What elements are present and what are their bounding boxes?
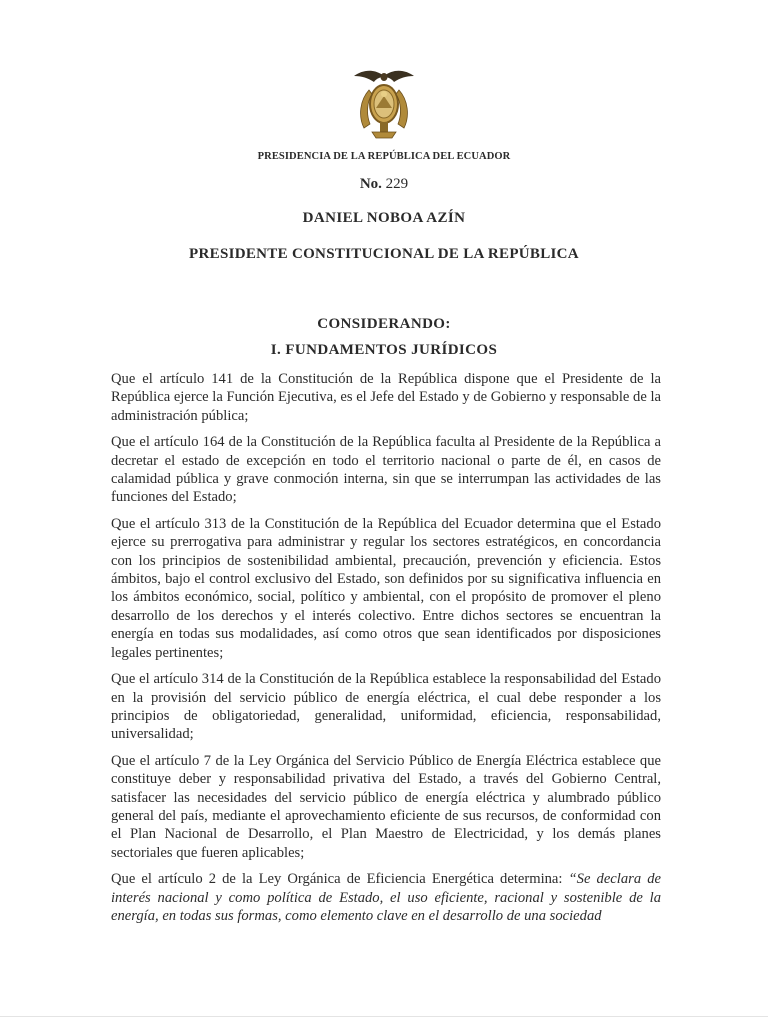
paragraph-art-2 — [111, 870, 661, 925]
paragraph-art-2-intro: Que el artículo 2 de la Ley Orgánica de Eficiencia Energética determina: — [111, 871, 569, 888]
decree-number-label: No. — [359, 176, 382, 192]
president-title: PRESIDENTE CONSTITUCIONAL DE LA REPÚBLICA — [189, 246, 579, 262]
paragraph-art-7: Que el artículo 7 de la Ley Orgánica del Servicio Público de Energía Eléctrica establece que constituye deber y responsabilidad privativa del Estado, a través del Gobierno Central, satisfacer las necesidades del servicio público de energía eléctrica y alumbrado público general del país, mediante el aprovechamiento eficiente de sus recursos, de conformidad con el Plan Nacional de Desarrollo, el Plan Maestro de Electricidad, y los demás planes sectoriales que fueren aplicables; — [111, 752, 661, 861]
president-name: DANIEL NOBOA AZÍN — [302, 210, 466, 226]
paragraph-art-313: Que el artículo 313 de la Constitución de la República del Ecuador determina que el Estado ejerce su prerrogativa para administrar y regular los sectores estratégicos, en concordancia con los principios de sostenibilidad ambiental, precaución, prevención y eficiencia. Estos ámbitos, bajo el control exclusivo del Estado, son definidos por su significativa influencia en los ámbitos económico, social, político y ambiental, con el propósito de promover el pleno desarrollo de los derechos y el interés colectivo. Entre dichos sectores se encuentran la energía en todas sus modalidades, así como otros que sean identificados por disposiciones legales pertinentes; — [111, 515, 661, 661]
body-text — [111, 370, 661, 933]
page-bottom-edge — [0, 1016, 768, 1017]
decree-number-value: 229 — [385, 176, 409, 192]
paragraph-art-2-quote: “Se declara de interés nacional y como política de Estado, el uso eficiente, racional y sostenible de la energía, en todas sus formas, como elemento clave en el desarrollo de una sociedad — [111, 871, 661, 924]
paragraph-art-164: Que el artículo 164 de la Constitución de la República faculta al Presidente de la República a decretar el estado de excepción en todo el territorio nacional o parte de él, en casos de calamidad pública y grave conmoción interna, sin que se interrumpan las actividades de las funciones del Estado; — [111, 434, 661, 506]
considering-heading: CONSIDERANDO: — [317, 316, 451, 332]
paragraph-art-314: Que el artículo 314 de la Constitución de la República establece la responsabilidad del Estado en la provisión del servicio público de energía eléctrica, el cual debe responder a los principios de obligatoriedad, generalidad, uniformidad, eficiencia, responsabilidad, universalidad; — [111, 671, 661, 743]
section-heading: I. FUNDAMENTOS JURÍDICOS — [270, 342, 498, 358]
office-heading: PRESIDENCIA DE LA REPÚBLICA DEL ECUADOR — [257, 151, 511, 162]
decree-number-line — [0, 176, 768, 193]
paragraph-art-141: Que el artículo 141 de la Constitución de la República dispone que el Presidente de la República ejerce la Función Ejecutiva, es el Jefe del Estado y de Gobierno y responsable de la administración pública; — [111, 371, 661, 424]
coat-of-arms-seal — [352, 66, 416, 146]
